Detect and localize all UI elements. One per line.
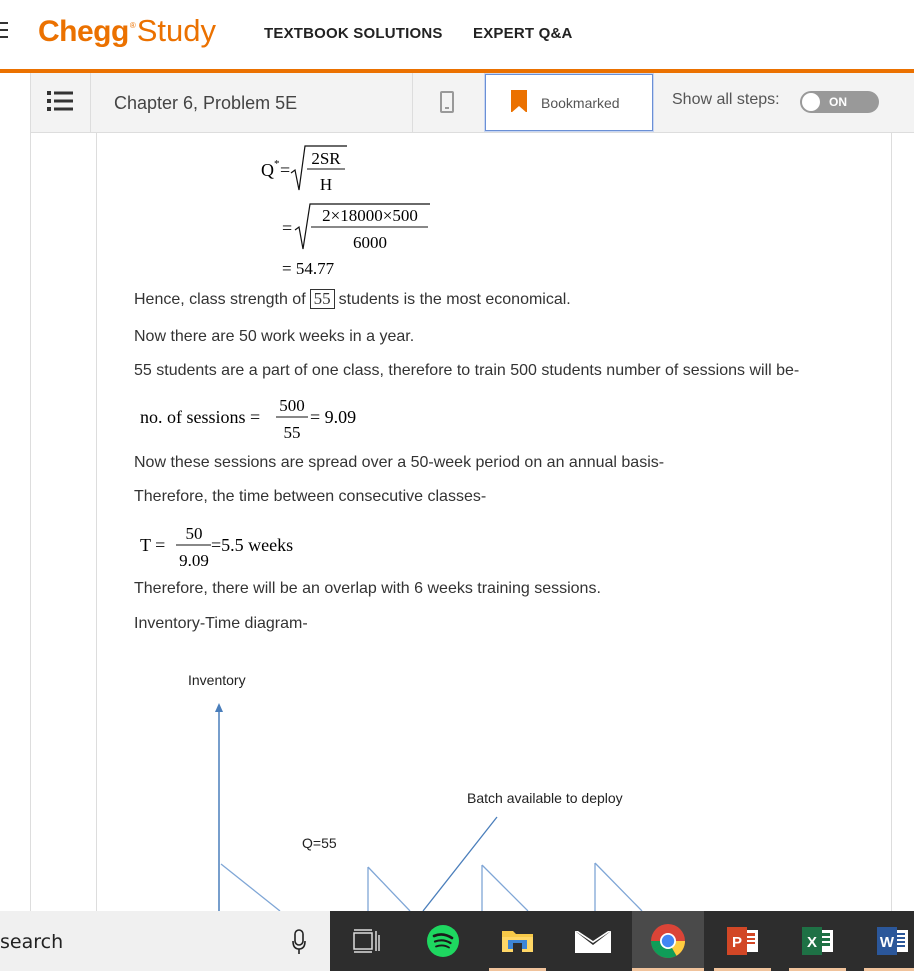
svg-text:P: P [731, 934, 743, 951]
conclusion-line [134, 289, 571, 309]
word-icon [864, 911, 914, 971]
diagram-batch-label: Batch available to deploy [467, 790, 623, 806]
nav-textbook-solutions[interactable]: TEXTBOOK SOLUTIONS [264, 25, 443, 42]
solution-text: 55 students are a part of one class, therefore to train 500 students number of sessions will be- [134, 362, 800, 379]
word-button[interactable] [864, 911, 914, 971]
svg-text:X: X [806, 934, 818, 951]
list-icon [47, 90, 73, 112]
formula-lhs: Q [261, 160, 274, 180]
menu-icon[interactable] [0, 22, 8, 42]
formula-denominator-2: 6000 [353, 233, 387, 252]
inventory-time-diagram [120, 650, 720, 911]
inventory-sawtooth [221, 864, 280, 911]
file-explorer-button[interactable] [489, 911, 546, 971]
formula-lhs: T = [140, 535, 166, 555]
mail-button[interactable] [564, 911, 621, 971]
solution-text: Now there are 50 work weeks in a year. [134, 328, 415, 345]
formula-denominator: 55 [283, 423, 301, 442]
solution-text: Inventory-Time diagram- [134, 615, 308, 632]
windows-taskbar [0, 911, 914, 971]
formula-result: = 9.09 [310, 407, 357, 427]
formula-numerator: 500 [279, 396, 305, 415]
powerpoint-icon [714, 911, 771, 971]
batch-pointer-line [423, 817, 497, 911]
excel-icon [789, 911, 846, 971]
time-between-formula [138, 520, 338, 574]
formula-result: =5.5 weeks [211, 535, 294, 555]
formula-sup: * [274, 158, 280, 170]
formula-numerator: 50 [185, 524, 203, 543]
microphone-icon[interactable] [292, 929, 306, 955]
toggle-state: ON [829, 95, 847, 109]
content-border [30, 133, 31, 911]
divider [412, 73, 413, 132]
logo-study-text: Study [136, 13, 217, 48]
problem-title: Chapter 6, Problem 5E [114, 93, 298, 113]
chegg-study-logo[interactable]: Chegg®Study [38, 13, 217, 48]
sessions-formula [138, 392, 378, 444]
chrome-button[interactable] [632, 911, 704, 971]
conclusion-text: Hence, class strength of [134, 291, 306, 308]
solution-text: Therefore, there will be an overlap with 6 weeks training sessions. [134, 580, 601, 597]
task-view-icon [340, 911, 397, 971]
inventory-sawtooth [368, 867, 410, 911]
inventory-sawtooth [482, 865, 528, 911]
eoq-formula [255, 140, 455, 280]
spotify-button[interactable] [414, 911, 471, 971]
conclusion-text-end: students is the most economical. [338, 291, 571, 308]
show-steps-label: Show all steps: [672, 91, 780, 108]
solution-text: Therefore, the time between consecutive classes- [134, 488, 487, 505]
nav-expert-qa[interactable]: EXPERT Q&A [473, 25, 573, 42]
content-border [891, 133, 892, 911]
excel-button[interactable] [789, 911, 846, 971]
y-axis-arrow-icon [215, 703, 223, 712]
chrome-icon [632, 911, 704, 971]
formula-numerator-2: 2×18000×500 [322, 206, 418, 225]
formula-numerator: 2SR [311, 149, 341, 168]
site-header [0, 0, 914, 70]
mail-icon [564, 911, 621, 971]
spotify-icon [414, 911, 471, 971]
content-border [96, 133, 97, 911]
svg-text:=: = [280, 160, 291, 180]
formula-denominator: 9.09 [179, 551, 209, 570]
formula-result: = 54.77 [282, 259, 335, 278]
formula-denominator: H [319, 175, 333, 194]
logo-chegg-text: Chegg [38, 15, 129, 48]
svg-text:=: = [282, 218, 293, 238]
inventory-sawtooth [595, 863, 642, 911]
folder-icon [489, 911, 546, 971]
diagram-q-label: Q=55 [302, 835, 337, 851]
solution-text: Now these sessions are spread over a 50-week period on an annual basis- [134, 454, 665, 471]
mobile-view-icon[interactable] [440, 91, 454, 113]
show-steps-toggle[interactable] [800, 91, 879, 113]
search-input[interactable]: search [0, 931, 64, 953]
svg-text:W: W [879, 934, 895, 951]
diagram-y-label: Inventory [188, 672, 246, 688]
formula-lhs: no. of sessions = [140, 407, 261, 427]
bookmark-button[interactable] [485, 74, 653, 131]
boxed-answer: 55 [310, 289, 335, 309]
bookmark-icon [511, 90, 527, 112]
chapter-list-button[interactable] [31, 73, 91, 132]
toggle-knob [802, 93, 820, 111]
powerpoint-button[interactable] [714, 911, 771, 971]
problem-toolbar [30, 73, 914, 133]
bookmark-label: Bookmarked [541, 95, 620, 111]
task-view-button[interactable] [340, 911, 397, 971]
taskbar-search-box[interactable] [0, 911, 330, 971]
